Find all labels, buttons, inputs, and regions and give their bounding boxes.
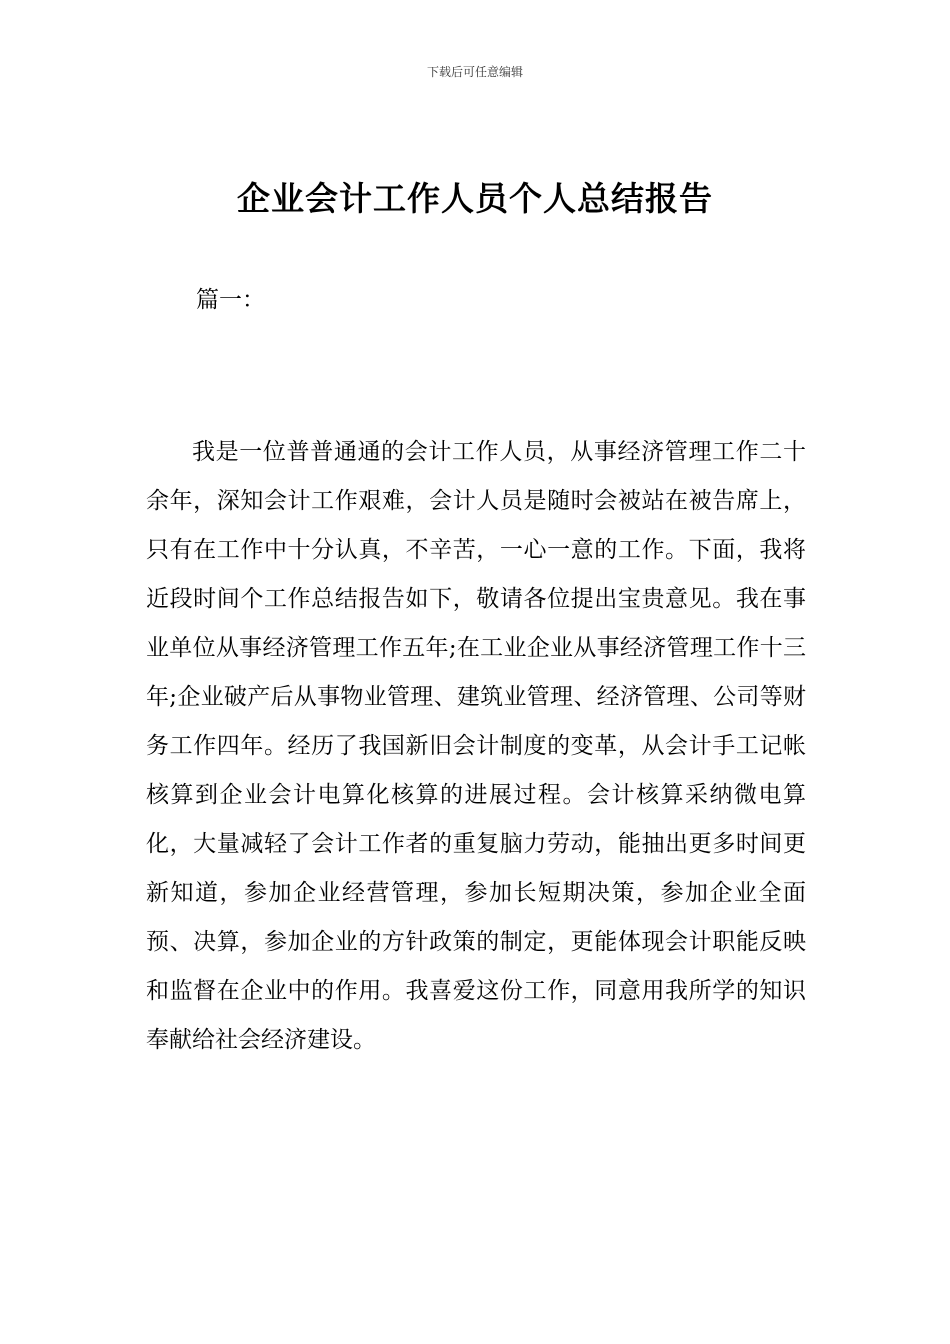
- document-title: 企业会计工作人员个人总结报告: [237, 179, 713, 218]
- header-note: 下载后可任意编辑: [426, 65, 523, 79]
- body-paragraph: 我是一位普普通通的会计工作人员，从事经济管理工作二十余年，深知会计工作艰难，会计人员是随时会被站在被告席上，只有在工作中十分认真，不辛苦，一心一意的工作。下面，我将近段时间个工作总结报告如下，敬请各位提出宝贵意见。我在事业单位从事经济管理工作五年;在工业企业从事经济管理工作十三年;企业破产后从事物业管理、建筑业管理、经济管理、公司等财务工作四年。经历了我国新旧会计制度的变革，从会计手工记帐核算到企业会计电算化核算的进展过程。会计核算采纳微电算化，大量减轻了会计工作者的重复脑力劳动，能抽出更多时间更新知道，参加企业经营管理，参加长短期决策，参加企业全面预、决算，参加企业的方针政策的制定，更能体现会计职能反映和监督在企业中的作用。我喜爱这份工作，同意用我所学的知识奉献给社会经济建设。: [146, 439, 806, 1053]
- section-label: 篇一：: [196, 287, 265, 313]
